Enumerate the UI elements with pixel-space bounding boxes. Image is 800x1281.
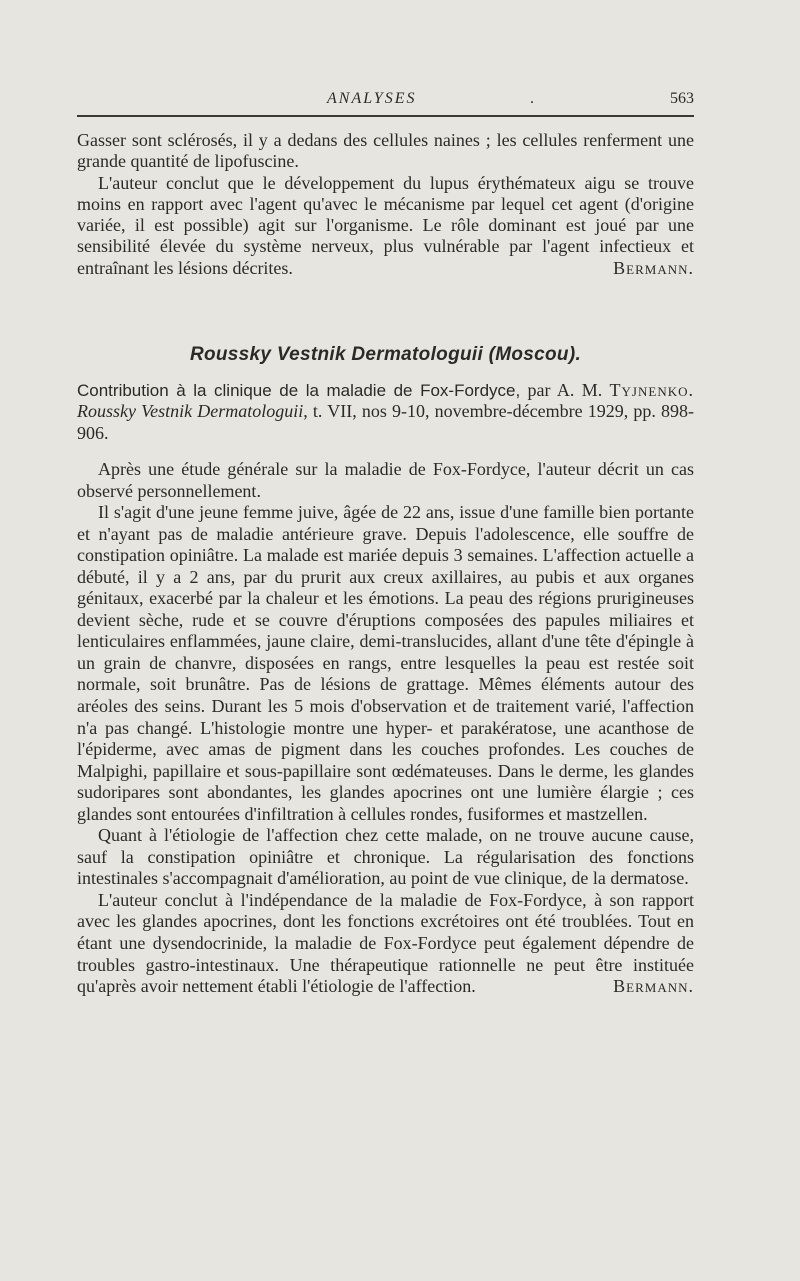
article-author: Tyjnenko. bbox=[609, 380, 694, 400]
summary-paragraph: Il s'agit d'une jeune femme juive, âgée de 22 ans, issue d'une famille bien portante et n'ayant pas de maladie antérieure grave. Depuis l'adolescence, elle souffre de constipation opiniâtre. La malade est mariée depuis 3 semaines. L'affection actuelle a débuté, il y a 2 ans, par du prurit aux creux axillaires, au pubis et aux organes génitaux, exacerbé par la chaleur et les émotions. La peau des régions prurigineuses devient sèche, rude et se couvre d'éruptions composées des papules miliaires et lenticulaires enflammées, jaune claire, demi-translucides, allant d'une tête d'épingle à un grain de chanvre, disposées en rangs, entre lesquelles la peau est restée soit normale, soit brunâtre. Pas de lésions de grattage. Mêmes éléments autour des aréoles des seins. Durant les 5 mois d'observation et de traitement varié, l'affection n'a pas changé. L'histologie montre une hyper- et parakératose, une acanthose de l'épiderme, avec amas de pigment dans les couches profondes. Les couches de Malpighi, papillaire et sous-papillaire sont œdémateuses. Dans le derme, les glandes sudoripares sont abondantes, les glandes apocrines ont une lumière élargie ; ces glandes sont entourées d'infiltration à cellules rondes, fusiformes et mastzellen. bbox=[77, 502, 694, 824]
article-by: par A. M. bbox=[520, 380, 610, 400]
header-dot: . bbox=[530, 90, 534, 107]
reviewer-signature: Bermann. bbox=[613, 976, 694, 997]
summary-paragraph: Après une étude générale sur la maladie de Fox-Fordyce, l'auteur décrit un cas observé personnellement. bbox=[77, 459, 694, 501]
running-head: ANALYSES bbox=[327, 90, 417, 107]
previous-review-conclusion-text: L'auteur conclut que le développement du lupus érythémateux aigu se trouve moins en rapport avec l'agent qu'avec le mécanisme par lequel cet agent (d'origine variée, il est possible) agit sur l'organisme. Le rôle dominant est joué par une sensibilité élevée du système nerveux, plus vulnérable par l'agent infectieux et entraînant les lésions décrites. bbox=[77, 172, 694, 278]
summary-paragraph: Quant à l'étiologie de l'affection chez cette malade, on ne trouve aucune cause, sauf la constipation opiniâtre et chronique. La régularisation des fonctions intestinales s'accompagnait d'amélioration, au point de vue clinique, de la dermatose. bbox=[77, 825, 694, 889]
journal-heading: Roussky Vestnik Dermatologuii (Moscou). bbox=[189, 344, 582, 365]
previous-review-paragraph: Gasser sont sclérosés, il y a dedans des cellules naines ; les cellules renferment une grande quantité de lipofuscine. bbox=[77, 130, 694, 172]
summary-final-text: L'auteur conclut à l'indépendance de la maladie de Fox-Fordyce, à son rapport avec les glandes apocrines, dont les fonctions excrétoires ont été troublées. Tout en étant une dysendocrinide, la maladie de Fox-Fordyce peut également dépendre de troubles gastro-intestinaux. Une thérapeutique rationnelle ne peut être instituée qu'après avoir nettement établi l'étiologie de l'affection. bbox=[77, 889, 694, 997]
reviewer-signature: Bermann. bbox=[613, 257, 694, 278]
page-header bbox=[77, 86, 694, 114]
previous-review bbox=[77, 130, 694, 279]
article-summary bbox=[77, 459, 694, 998]
article-citation: , t. VII, nos 9-10, novembre-décembre 1929, pp. 898-906. bbox=[77, 401, 695, 443]
article-reference bbox=[77, 380, 694, 444]
summary-final-paragraph bbox=[77, 890, 694, 998]
page-number: 563 bbox=[670, 90, 694, 107]
previous-review-conclusion bbox=[77, 173, 694, 279]
article-title: Contribution à la clinique de la maladie de Fox-Fordyce, bbox=[77, 381, 521, 400]
article-journal: Roussky Vestnik Dermatologuii bbox=[77, 401, 304, 422]
header-rule bbox=[77, 115, 694, 117]
